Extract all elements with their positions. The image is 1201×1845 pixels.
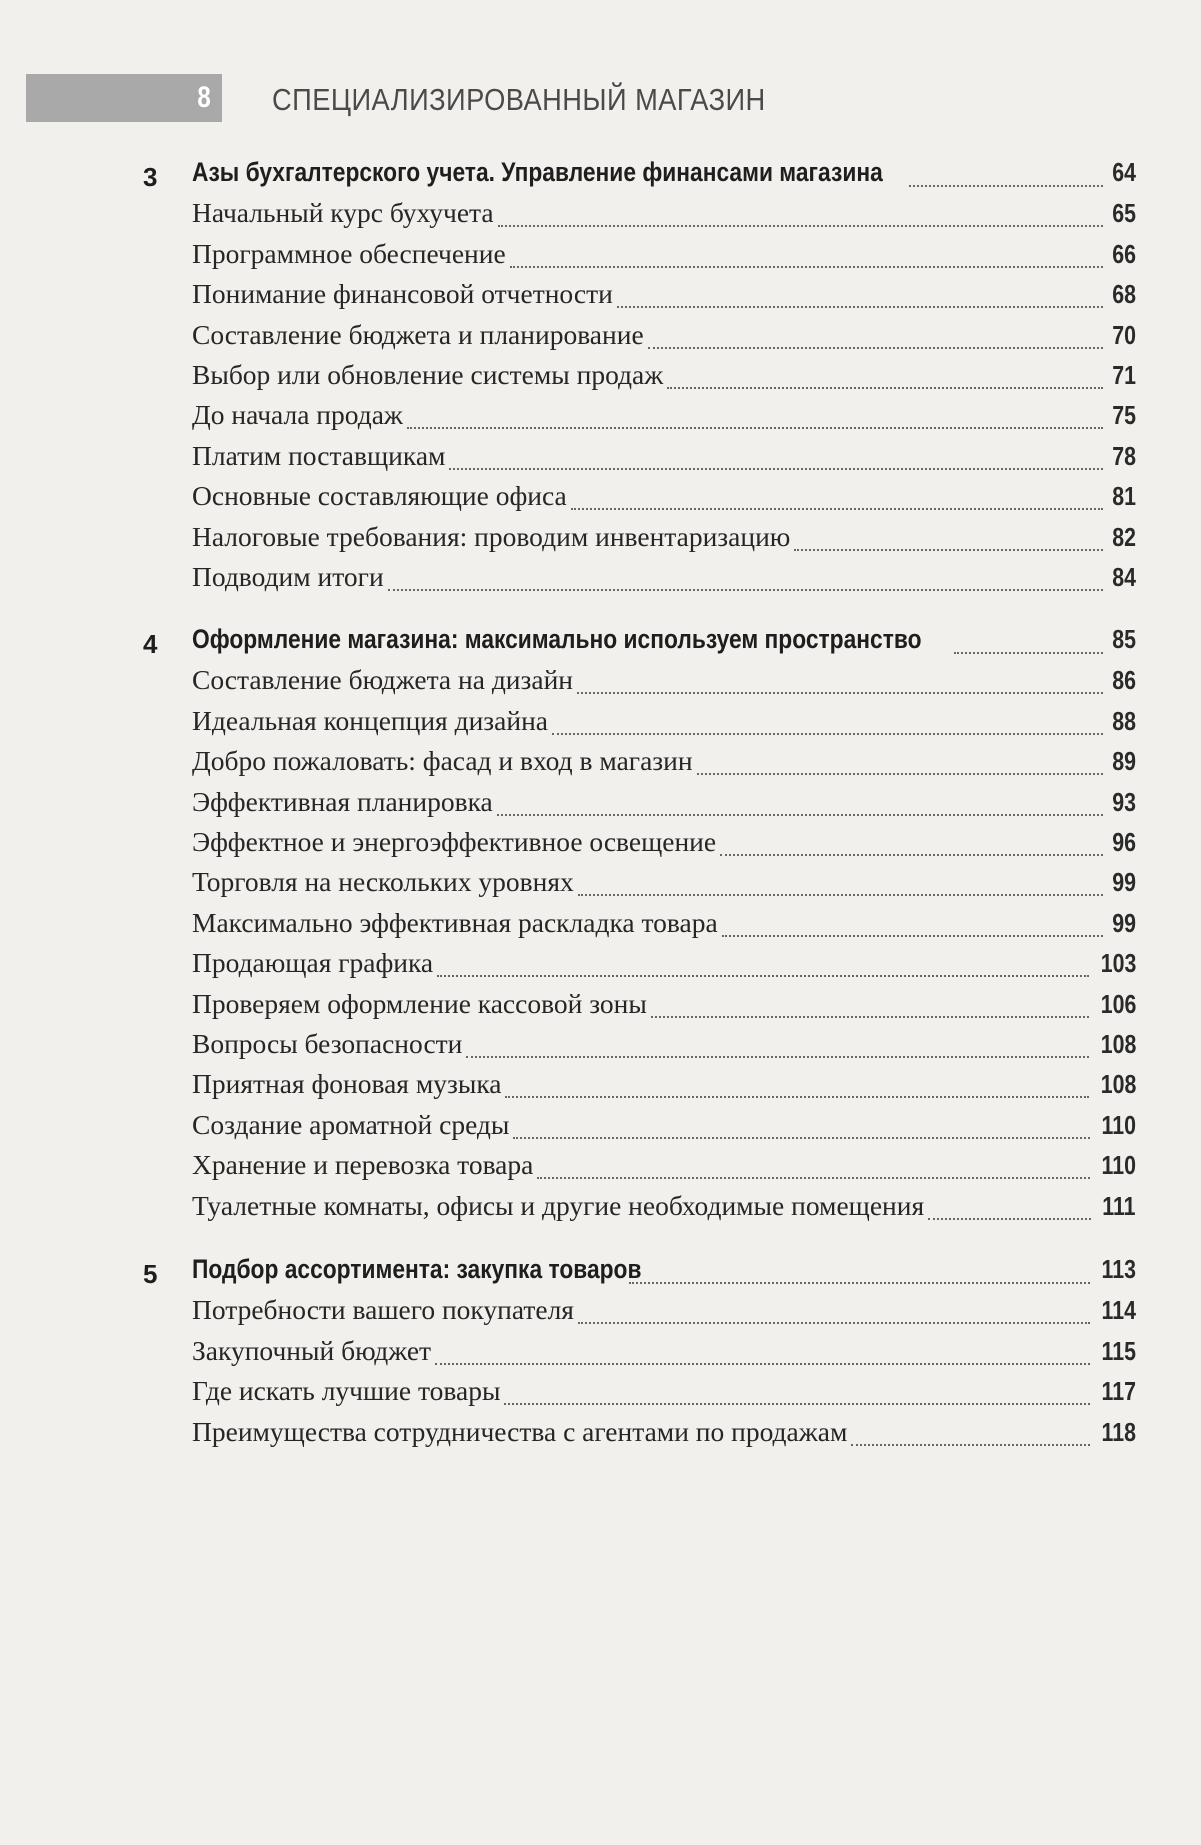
section-row bbox=[192, 1335, 1136, 1375]
section-row bbox=[192, 359, 1136, 399]
section-row bbox=[192, 1190, 1136, 1230]
chapter-number: 4 bbox=[143, 629, 158, 659]
section-title: Вопросы безопасности bbox=[192, 1028, 463, 1059]
page-number: 8 bbox=[197, 81, 211, 114]
dot-leader bbox=[954, 652, 1103, 654]
running-title: СПЕЦИАЛИЗИРОВАННЫЙ МАГАЗИН bbox=[272, 82, 766, 117]
dot-leader bbox=[667, 387, 1103, 389]
section-row bbox=[192, 907, 1136, 947]
section-row bbox=[192, 1109, 1136, 1149]
section-title: Платим поставщикам bbox=[192, 440, 446, 471]
section-row bbox=[192, 278, 1136, 318]
dot-leader bbox=[651, 1016, 1089, 1018]
dot-leader bbox=[449, 468, 1103, 470]
section-row bbox=[192, 399, 1136, 439]
dot-leader bbox=[629, 1282, 1090, 1284]
section-row bbox=[192, 480, 1136, 520]
dot-leader bbox=[537, 1177, 1090, 1179]
page-ref: 82 bbox=[1112, 522, 1136, 552]
dot-leader bbox=[578, 1322, 1090, 1324]
section-row bbox=[192, 988, 1136, 1028]
page-ref: 106 bbox=[1100, 989, 1136, 1019]
section-title: Составление бюджета и планирование bbox=[192, 319, 644, 350]
dot-leader bbox=[909, 185, 1103, 187]
section-row bbox=[192, 1375, 1136, 1415]
section-row bbox=[192, 561, 1136, 601]
section-title: Создание ароматной среды bbox=[192, 1109, 510, 1140]
page-ref: 111 bbox=[1102, 1191, 1136, 1221]
section-row bbox=[192, 197, 1136, 237]
dot-leader bbox=[498, 225, 1103, 227]
page-ref: 108 bbox=[1100, 1069, 1136, 1099]
dot-leader bbox=[617, 306, 1103, 308]
chapter-title: Подбор ассортимента: закупка товаров bbox=[192, 1254, 642, 1284]
page-ref: 71 bbox=[1112, 360, 1136, 390]
page-ref: 113 bbox=[1101, 1254, 1136, 1284]
section-title: Приятная фоновая музыка bbox=[192, 1068, 502, 1099]
section-row bbox=[192, 1149, 1136, 1189]
section-row bbox=[192, 866, 1136, 906]
dot-leader bbox=[407, 427, 1103, 429]
page-ref: 70 bbox=[1112, 320, 1136, 350]
section-title: Основные составляющие офиса bbox=[192, 480, 567, 511]
section-title: Торговля на нескольких уровнях bbox=[192, 866, 574, 897]
section-title: Эффективная планировка bbox=[192, 786, 493, 817]
page-ref: 81 bbox=[1112, 481, 1136, 511]
section-row bbox=[192, 440, 1136, 480]
section-row bbox=[192, 664, 1136, 704]
section-title: Хранение и перевозка товара bbox=[192, 1149, 534, 1180]
section-title: Преимущества сотрудничества с агентами по продажам bbox=[192, 1416, 848, 1447]
page-ref: 65 bbox=[1112, 198, 1136, 228]
page-ref: 86 bbox=[1112, 665, 1136, 695]
section-title: Программное обеспечение bbox=[192, 238, 506, 269]
chapter-title-row bbox=[192, 1254, 1136, 1294]
section-row bbox=[192, 947, 1136, 987]
section-title: Добро пожаловать: фасад и вход в магазин bbox=[192, 745, 693, 776]
dot-leader bbox=[577, 692, 1103, 694]
chapter-title: Азы бухгалтерского учета. Управление финансами магазина bbox=[192, 157, 883, 187]
section-title: Туалетные комнаты, офисы и другие необходимые помещения bbox=[192, 1190, 925, 1221]
section-row bbox=[192, 1068, 1136, 1108]
page-ref: 108 bbox=[1100, 1029, 1136, 1059]
section-title: Максимально эффективная раскладка товара bbox=[192, 907, 718, 938]
dot-leader bbox=[435, 1363, 1090, 1365]
page-ref: 118 bbox=[1101, 1417, 1136, 1447]
chapter-title-row bbox=[192, 157, 1136, 197]
dot-leader bbox=[497, 814, 1103, 816]
section-title: Понимание финансовой отчетности bbox=[192, 278, 613, 309]
dot-leader bbox=[505, 1096, 1088, 1098]
section-row bbox=[192, 786, 1136, 826]
section-title: Закупочный бюджет bbox=[192, 1335, 432, 1366]
page-ref: 115 bbox=[1101, 1336, 1136, 1366]
section-title: Начальный курс бухучета bbox=[192, 197, 494, 228]
dot-leader bbox=[722, 935, 1103, 937]
section-title: Составление бюджета на дизайн bbox=[192, 664, 574, 695]
chapter-number: 5 bbox=[143, 1259, 158, 1289]
dot-leader bbox=[851, 1444, 1090, 1446]
section-title: Выбор или обновление системы продаж bbox=[192, 359, 664, 390]
section-title: Подводим итоги bbox=[192, 561, 384, 592]
dot-leader bbox=[504, 1403, 1090, 1405]
dot-leader bbox=[794, 549, 1103, 551]
section-row bbox=[192, 745, 1136, 785]
section-title: Продающая графика bbox=[192, 947, 434, 978]
page-ref: 114 bbox=[1101, 1295, 1136, 1325]
section-row bbox=[192, 1294, 1136, 1334]
page-ref: 78 bbox=[1112, 441, 1136, 471]
page-ref: 99 bbox=[1112, 867, 1136, 897]
chapter-number: 3 bbox=[143, 162, 158, 192]
page-ref: 68 bbox=[1112, 279, 1136, 309]
dot-leader bbox=[466, 1056, 1088, 1058]
dot-leader bbox=[578, 894, 1103, 896]
dot-leader bbox=[571, 508, 1103, 510]
section-title: Налоговые требования: проводим инвентаризацию bbox=[192, 521, 791, 552]
section-row bbox=[192, 238, 1136, 278]
page-ref: 89 bbox=[1112, 746, 1136, 776]
page-ref: 88 bbox=[1112, 706, 1136, 736]
page-ref: 103 bbox=[1100, 948, 1136, 978]
dot-leader bbox=[928, 1218, 1091, 1220]
section-title: Потребности вашего покупателя bbox=[192, 1294, 574, 1325]
dot-leader bbox=[697, 773, 1104, 775]
dot-leader bbox=[552, 733, 1103, 735]
dot-leader bbox=[388, 589, 1103, 591]
page-ref: 66 bbox=[1112, 239, 1136, 269]
dot-leader bbox=[720, 854, 1103, 856]
section-row bbox=[192, 319, 1136, 359]
section-title: Проверяем оформление кассовой зоны bbox=[192, 988, 647, 1019]
page-ref: 110 bbox=[1101, 1110, 1136, 1140]
section-title: Эффектное и энергоэффективное освещение bbox=[192, 826, 717, 857]
section-row bbox=[192, 1416, 1136, 1456]
page-ref: 85 bbox=[1112, 624, 1136, 654]
page-ref: 117 bbox=[1101, 1376, 1136, 1406]
section-row bbox=[192, 1028, 1136, 1068]
section-row bbox=[192, 521, 1136, 561]
dot-leader bbox=[437, 975, 1088, 977]
section-title: Идеальная концепция дизайна bbox=[192, 705, 548, 736]
page-ref: 96 bbox=[1112, 827, 1136, 857]
section-row bbox=[192, 826, 1136, 866]
page-ref: 64 bbox=[1112, 157, 1136, 187]
page-ref: 99 bbox=[1112, 908, 1136, 938]
page-ref: 93 bbox=[1112, 787, 1136, 817]
page-ref: 110 bbox=[1101, 1150, 1136, 1180]
section-title: До начала продаж bbox=[192, 399, 403, 430]
dot-leader bbox=[648, 347, 1103, 349]
section-row bbox=[192, 705, 1136, 745]
chapter-title: Оформление магазина: максимально используем пространство bbox=[192, 624, 922, 654]
dot-leader bbox=[510, 266, 1103, 268]
dot-leader bbox=[513, 1137, 1090, 1139]
chapter-title-row bbox=[192, 624, 1136, 664]
page-ref: 84 bbox=[1112, 562, 1136, 592]
section-title: Где искать лучшие товары bbox=[192, 1375, 501, 1406]
page-ref: 75 bbox=[1112, 400, 1136, 430]
